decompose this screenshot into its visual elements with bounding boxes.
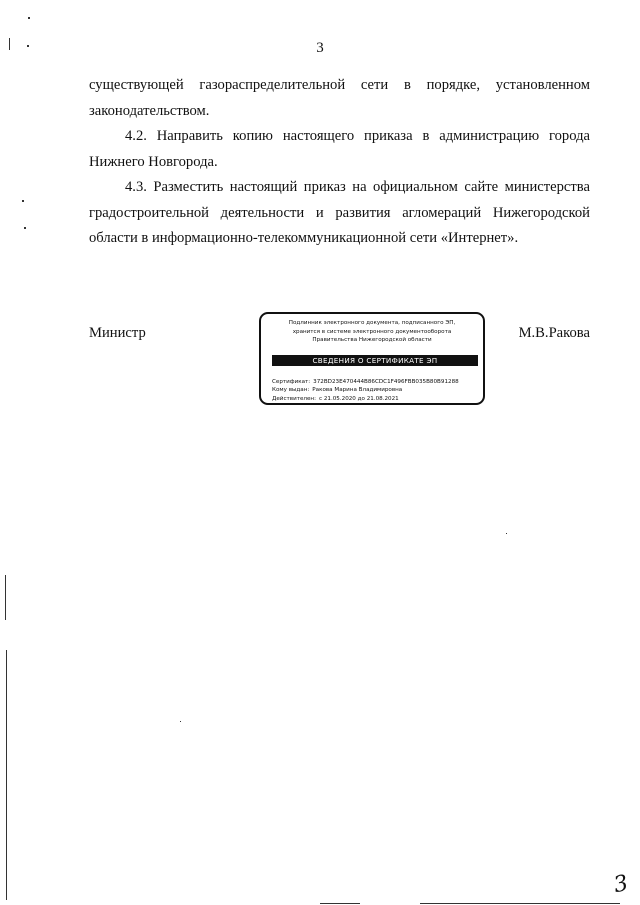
- word: официальном: [373, 179, 458, 195]
- stamp-header: СВЕДЕНИЯ О СЕРТИФИКАТЕ ЭП: [272, 355, 478, 366]
- scan-artifact: [180, 721, 181, 722]
- word: газораспределительной: [199, 77, 346, 93]
- stamp-note-line: хранится в системе электронного документооборота: [292, 328, 452, 335]
- page-number: 3: [316, 40, 324, 56]
- word: на: [352, 179, 367, 195]
- word: Разместить: [153, 179, 224, 195]
- issued-to-row: [272, 386, 459, 394]
- word: агломераций: [402, 204, 482, 221]
- paragraph-line: [89, 73, 590, 99]
- word: градостроительной: [89, 204, 209, 221]
- word: в: [422, 128, 430, 144]
- paragraph-4-3: [89, 175, 590, 252]
- handwritten-page-mark: 3: [611, 870, 631, 899]
- word: администрацию: [439, 128, 540, 144]
- validity-label: Действителен:: [272, 395, 316, 402]
- paragraph-line: законодательством.: [89, 102, 210, 119]
- signer-role: Министр: [89, 325, 146, 341]
- word: и: [315, 204, 324, 221]
- word: приказ: [303, 179, 346, 195]
- certificate-label: Сертификат:: [272, 379, 311, 385]
- stamp-note-line: Подлинник электронного документа, подписанного ЭП,: [288, 320, 456, 326]
- certificate-value: 372BD23E470444B86CDC1F496FBB035B80B91288: [313, 379, 459, 385]
- scan-artifact: [6, 650, 7, 900]
- scan-artifact: [5, 575, 6, 620]
- issued-to-value: Ракова Марина Владимировна: [312, 387, 403, 394]
- word: копию: [232, 128, 273, 144]
- paragraph-4-2: [89, 124, 590, 175]
- word: города: [549, 128, 590, 144]
- word: приказа: [364, 128, 413, 144]
- word: Нижегородской: [492, 204, 590, 221]
- paragraph-line: [89, 124, 590, 150]
- word: 4.3.: [125, 179, 147, 195]
- scan-artifact: [27, 45, 29, 47]
- word: установленном: [495, 77, 590, 93]
- word: министерства: [504, 179, 590, 195]
- word: существующей: [89, 77, 184, 93]
- paragraph-line: Нижнего Новгорода.: [89, 153, 218, 170]
- scan-artifact: [420, 903, 620, 904]
- scan-artifact: [22, 200, 24, 202]
- certificate-row: [272, 378, 459, 386]
- scan-artifact: [24, 227, 26, 229]
- word: деятельности: [220, 204, 305, 221]
- paragraph-line: области в информационно-телекоммуникационной сети «Интернет».: [89, 230, 519, 246]
- paragraph-line: [89, 175, 590, 201]
- word: настоящего: [282, 128, 355, 144]
- stamp-note: [261, 319, 483, 345]
- signer-name: М.В.Ракова: [518, 325, 590, 341]
- scan-artifact: [506, 533, 507, 534]
- word: сети: [360, 77, 389, 93]
- word: развития: [335, 204, 391, 221]
- issued-to-label: Кому выдан:: [272, 387, 310, 394]
- scan-artifact: [9, 38, 10, 50]
- paragraph-line: [89, 201, 590, 227]
- word: порядке,: [426, 77, 481, 93]
- word: сайте: [464, 179, 499, 195]
- scan-artifact: [28, 17, 30, 19]
- word: 4.2.: [125, 128, 147, 144]
- validity-value: с 21.05.2020 до 21.08.2021: [318, 395, 399, 402]
- electronic-signature-stamp: [259, 312, 485, 405]
- word: в: [403, 77, 411, 93]
- validity-row: [272, 395, 459, 403]
- word: Направить: [156, 128, 223, 144]
- word: настоящий: [229, 179, 298, 195]
- stamp-details: [272, 378, 459, 403]
- scan-artifact: [320, 903, 360, 904]
- stamp-note-line: Правительства Нижегородской области: [312, 337, 432, 343]
- paragraph-continuation: [89, 73, 590, 124]
